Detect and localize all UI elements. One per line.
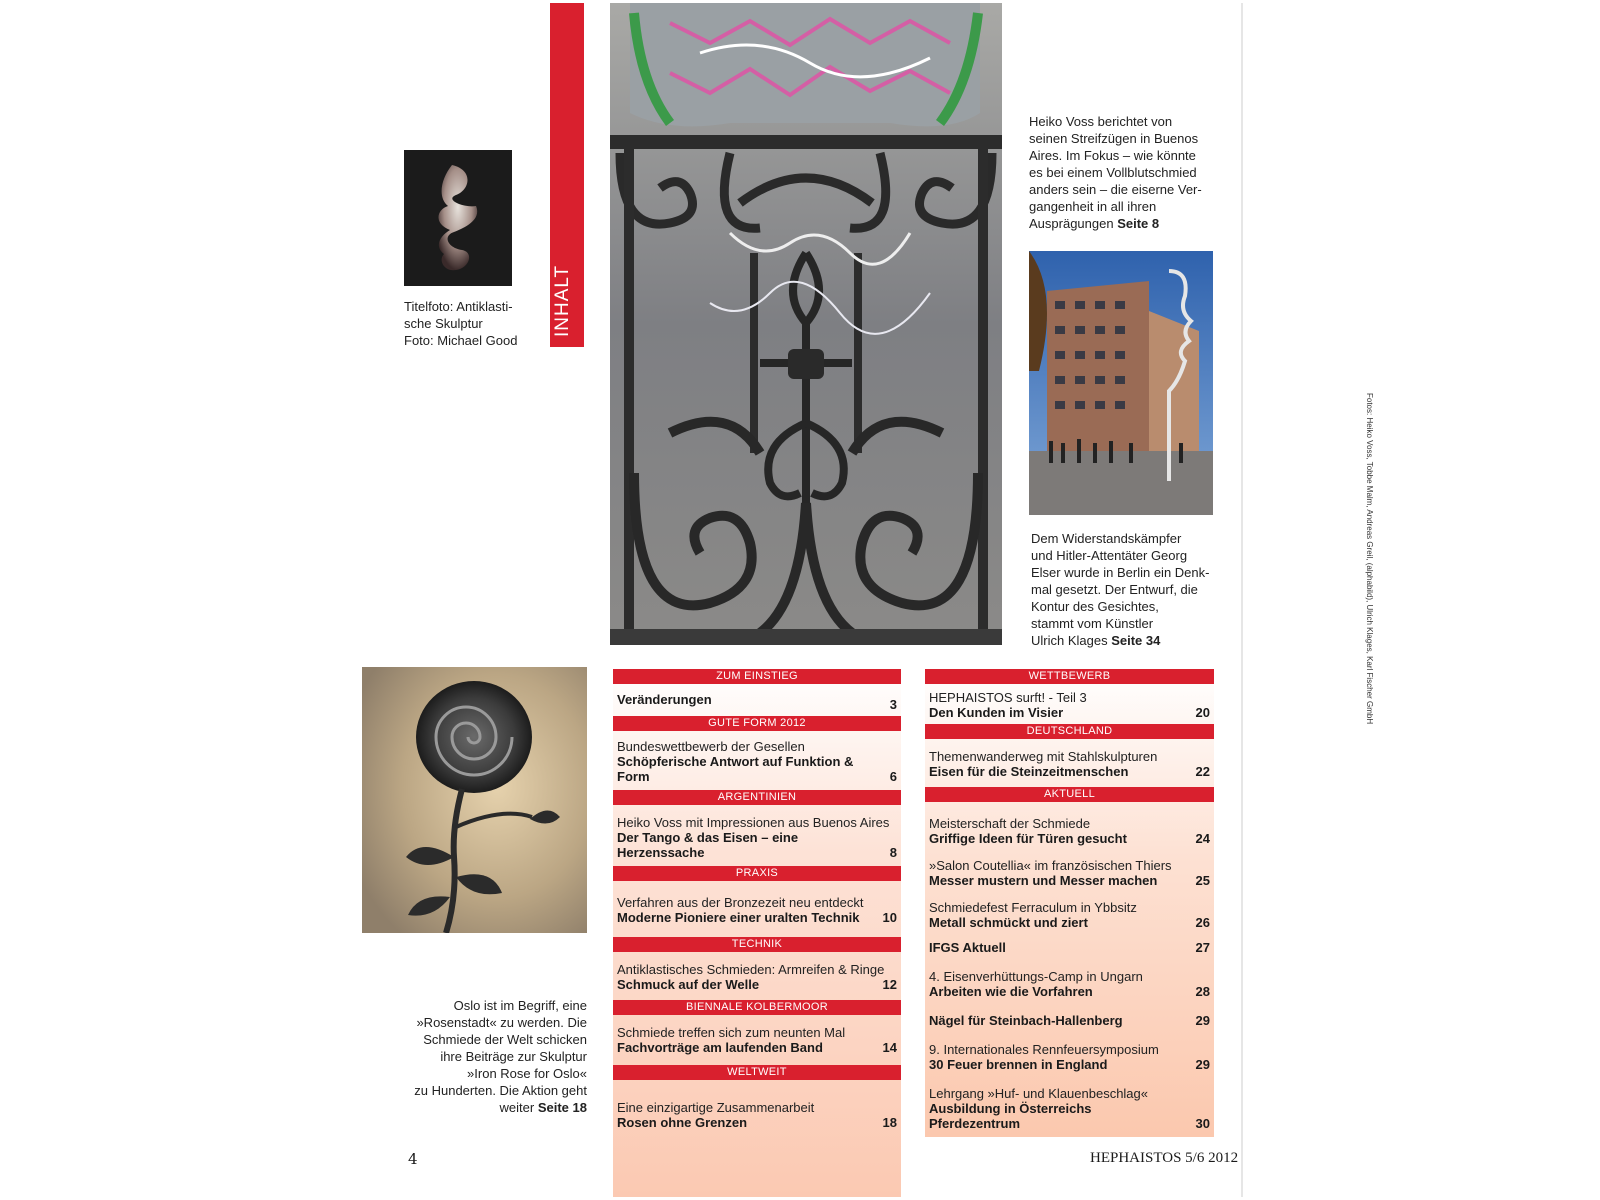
toc-entry[interactable]: Antiklastisches Schmieden: Armreifen & Ringe Schmuck auf der Welle 12 [617,962,897,992]
toc-entry[interactable]: Bundeswettbewerb der Gesellen Schöpferische Antwort auf Funktion & Form 6 [617,739,897,784]
iron-rose-photo [362,667,587,933]
toc-entry[interactable]: Schmiedefest Ferraculum in Ybbsitz Metall schmückt und ziert 26 [929,900,1210,930]
toc-section-weltweit: WELTWEIT [613,1065,901,1080]
toc-entry[interactable]: Schmiede treffen sich zum neunten Mal Fachvorträge am laufenden Band 14 [617,1025,897,1055]
toc-entry[interactable]: Eine einzigartige Zusammenarbeit Rosen ohne Grenzen 18 [617,1100,897,1130]
toc-section-gute-form: GUTE FORM 2012 [613,716,901,731]
toc-entry[interactable]: Themenwanderweg mit Stahlskulpturen Eisen für die Steinzeitmenschen 22 [929,749,1210,779]
inhalt-tab [550,3,584,347]
page-number: 4 [408,1150,418,1168]
magazine-issue: HEPHAISTOS 5/6 2012 [1090,1150,1239,1166]
toc-entry[interactable]: Verfahren aus der Bronzezeit neu entdeckt Moderne Pioniere einer uralten Technik 10 [617,895,897,925]
toc-entry[interactable]: Nägel für Steinbach-Hallenberg 29 [929,1013,1210,1028]
toc-right-column [925,669,1214,1137]
toc-entry[interactable]: IFGS Aktuell 27 [929,940,1210,955]
toc-entry[interactable]: Veränderungen 3 [617,692,897,712]
toc-left-column [613,669,901,1197]
toc-entry[interactable]: Heiko Voss mit Impressionen aus Buenos Aires Der Tango & das Eisen – eine Herzenssache 8 [617,815,897,860]
toc-section-aktuell: AKTUELL [925,787,1214,802]
toc-entry[interactable]: Meisterschaft der Schmiede Griffige Ideen für Türen gesucht 24 [929,816,1210,846]
toc-entry[interactable]: Lehrgang »Huf- und Klauenbeschlag« Ausbildung in Österreichs Pferdezentrum 30 [929,1086,1210,1131]
magazine-page [362,3,1374,1197]
cover-sculpture-photo [404,150,512,286]
cover-caption: Titelfoto: Antiklasti- sche Skulptur Foto: Michael Good [404,299,518,348]
elser-memorial-photo [1029,251,1213,515]
toc-entry[interactable]: 9. Internationales Rennfeuersymposium 30 Feuer brennen in England 29 [929,1042,1210,1072]
toc-section-deutschland: DEUTSCHLAND [925,724,1214,739]
toc-entry[interactable]: »Salon Coutellia« im französischen Thiers Messer mustern und Messer machen 25 [929,858,1210,888]
toc-entry[interactable]: 4. Eisenverhüttungs-Camp in Ungarn Arbeiten wie die Vorfahren 28 [929,969,1210,999]
buenos-aires-caption: Heiko Voss berichtet von seinen Streifzügen in Buenos Aires. Im Fokus – wie könnte es bei einem Vollblutschmied anders sein – die eiserne Ver- gangenheit in all ihren Ausprägungen Seite 8 [1029,114,1202,231]
oslo-caption: Oslo ist im Begriff, eine »Rosenstadt« zu werden. Die Schmiede der Welt schicken ihre Beiträge zur Skulptur »Iron Rose for Oslo« zu Hunderten. Die Aktion geht weiter Seite 18 [414,998,587,1115]
photo-credit: Fotos: Heiko Voss, Tobbe Malm, Andreas Greil, (alphabild), Ulrich Klages, Karl Fischer GmbH [1365,393,1374,725]
iron-railing-photo [610,3,1002,645]
toc-section-technik: TECHNIK [613,937,901,952]
toc-section-wettbewerb: WETTBEWERB [925,669,1214,684]
elser-caption: Dem Widerstandskämpfer und Hitler-Attentäter Georg Elser wurde in Berlin ein Denk- mal gesetzt. Der Entwurf, die Kontur des Gesichtes, stammt vom Künstler Ulrich Klages Seite 34 [1031,531,1210,648]
toc-section-argentinien: ARGENTINIEN [613,790,901,805]
toc-section-zum-einstieg: ZUM EINSTIEG [613,669,901,684]
toc-entry[interactable]: HEPHAISTOS surft! - Teil 3 Den Kunden im Visier 20 [929,690,1210,720]
inhalt-label: INHALT [552,264,573,337]
toc-section-praxis: PRAXIS [613,866,901,881]
toc-section-biennale: BIENNALE KOLBERMOOR [613,1000,901,1015]
